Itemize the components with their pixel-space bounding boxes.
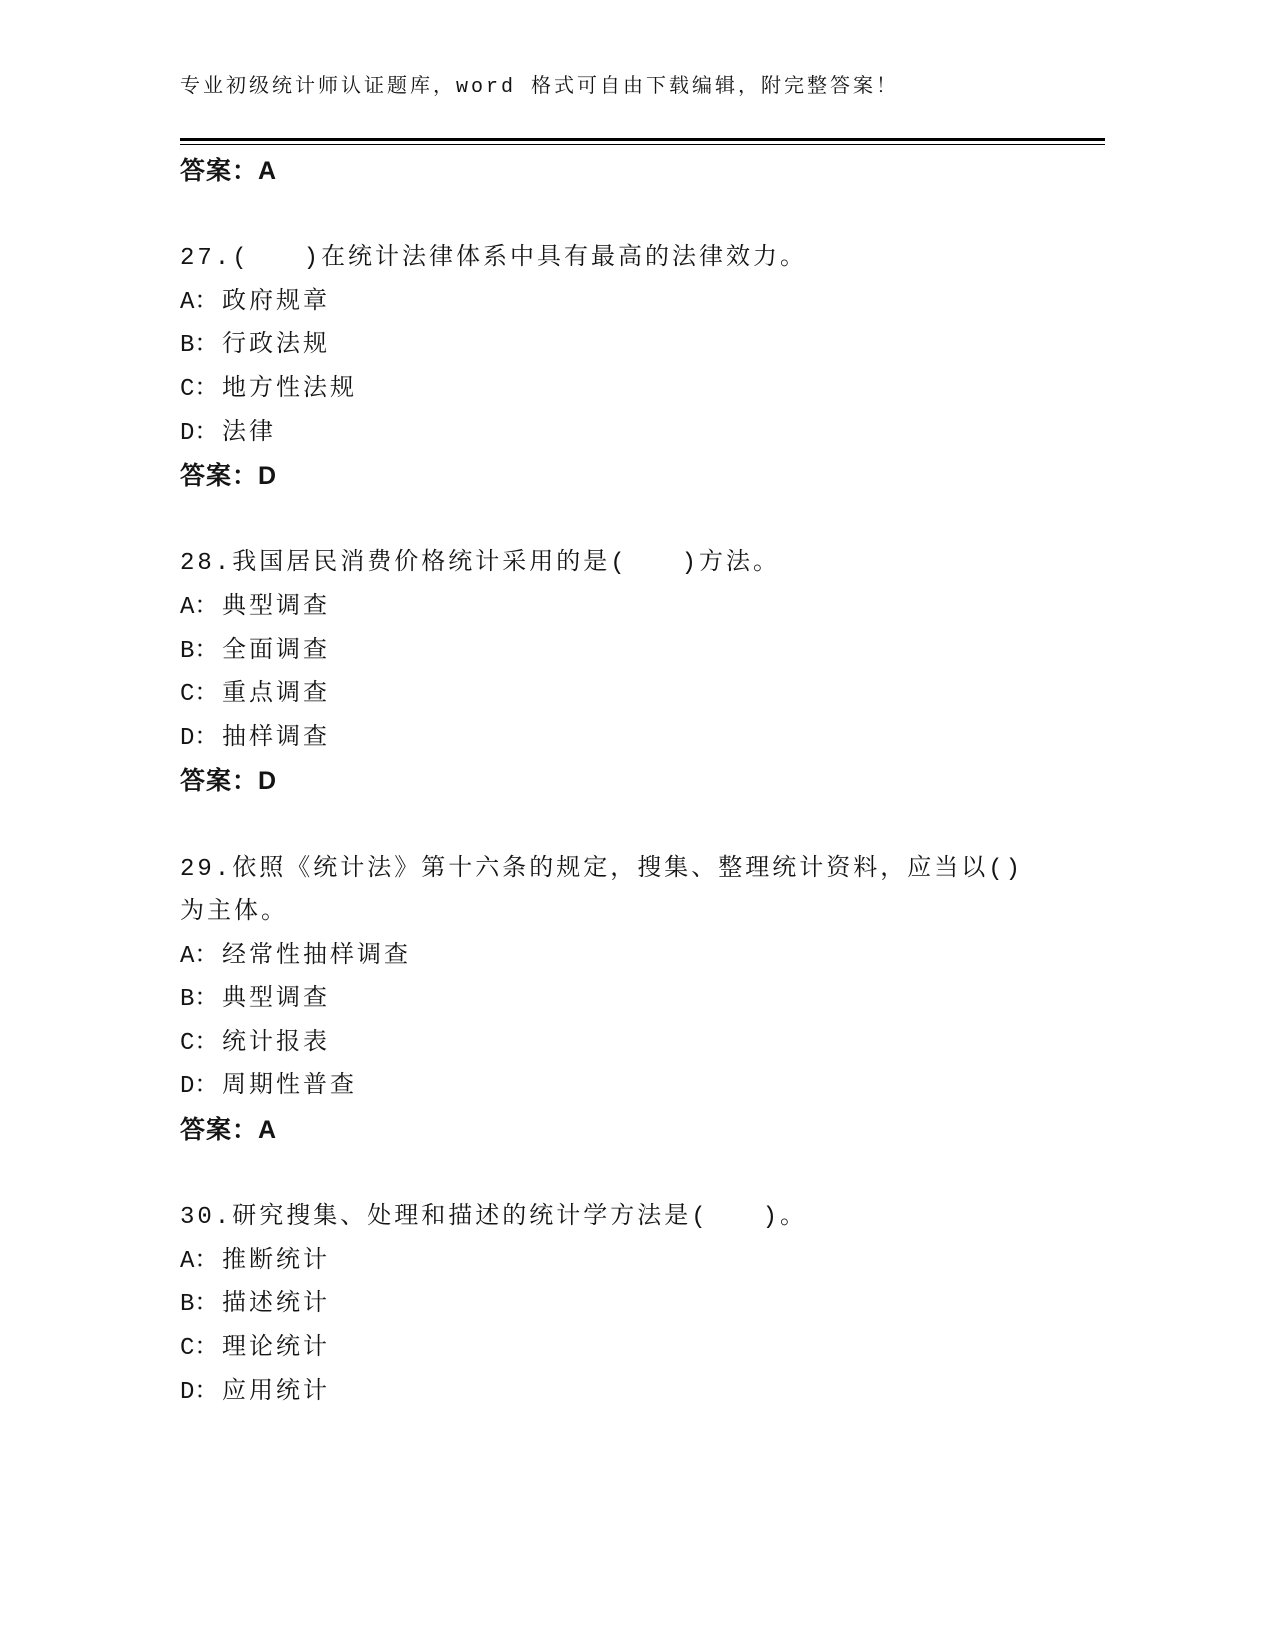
answer: 答案：D [180, 767, 278, 796]
question-stem-continued: 为主体。 [180, 899, 288, 927]
option-b [180, 978, 1105, 1022]
option-c [180, 673, 1105, 717]
question-stem: 30.研究搜集、处理和描述的统计学方法是( )。 [180, 1204, 808, 1232]
option-a [180, 935, 1105, 979]
option-label: A： [180, 942, 219, 970]
option-text: 重点调查 [222, 681, 330, 709]
option-text: 政府规章 [222, 288, 330, 316]
question-27 [180, 237, 1105, 499]
option-label: D： [180, 1378, 219, 1406]
option-label: C： [180, 1335, 219, 1363]
option-label: A： [180, 1247, 219, 1275]
option-label: A： [180, 288, 219, 316]
option-b [180, 324, 1105, 368]
option-d [180, 412, 1105, 456]
answer: 答案：A [180, 1116, 278, 1145]
previous-answer: 答案：A [180, 157, 278, 185]
option-text: 典型调查 [222, 986, 330, 1014]
option-text: 行政法规 [222, 332, 330, 360]
header-rule-thin [180, 144, 1105, 145]
option-d [180, 1371, 1105, 1415]
option-text: 抽样调查 [222, 724, 330, 752]
option-label: D： [180, 1073, 219, 1101]
answer: 答案：D [180, 462, 278, 491]
question-list [180, 150, 1105, 1414]
option-text: 典型调查 [222, 593, 330, 621]
option-text: 地方性法规 [222, 375, 357, 403]
option-label: C： [180, 1029, 219, 1057]
option-text: 理论统计 [222, 1335, 330, 1363]
option-text: 统计报表 [222, 1029, 330, 1057]
question-30 [180, 1196, 1105, 1414]
question-stem: 27.( )在统计法律体系中具有最高的法律效力。 [180, 245, 808, 273]
page-header-text: 专业初级统计师认证题库，word 格式可自由下载编辑，附完整答案！ [180, 76, 900, 99]
option-label: D： [180, 724, 219, 752]
question-stem: 28.我国居民消费价格统计采用的是( )方法。 [180, 550, 781, 578]
option-text: 全面调查 [222, 637, 330, 665]
option-a [180, 281, 1105, 325]
option-label: C： [180, 681, 219, 709]
option-label: B： [180, 332, 219, 360]
header-rule-thick [180, 138, 1105, 141]
question-29 [180, 848, 1105, 1153]
option-label: B： [180, 637, 219, 665]
option-d [180, 1065, 1105, 1109]
option-c [180, 1022, 1105, 1066]
question-stem: 29.依照《统计法》第十六条的规定，搜集、整理统计资料，应当以() [180, 855, 1024, 883]
option-text: 法律 [222, 419, 276, 447]
option-a [180, 586, 1105, 630]
option-text: 推断统计 [222, 1247, 330, 1275]
option-text: 经常性抽样调查 [222, 942, 411, 970]
option-b [180, 630, 1105, 674]
option-label: D： [180, 419, 219, 447]
option-label: B： [180, 986, 219, 1014]
option-label: C： [180, 375, 219, 403]
question-28 [180, 542, 1105, 804]
option-label: A： [180, 593, 219, 621]
option-text: 应用统计 [222, 1378, 330, 1406]
option-label: B： [180, 1291, 219, 1319]
option-a [180, 1240, 1105, 1284]
option-text: 周期性普查 [222, 1073, 357, 1101]
option-c [180, 1327, 1105, 1371]
option-b [180, 1283, 1105, 1327]
option-d [180, 717, 1105, 761]
option-c [180, 368, 1105, 412]
option-text: 描述统计 [222, 1291, 330, 1319]
